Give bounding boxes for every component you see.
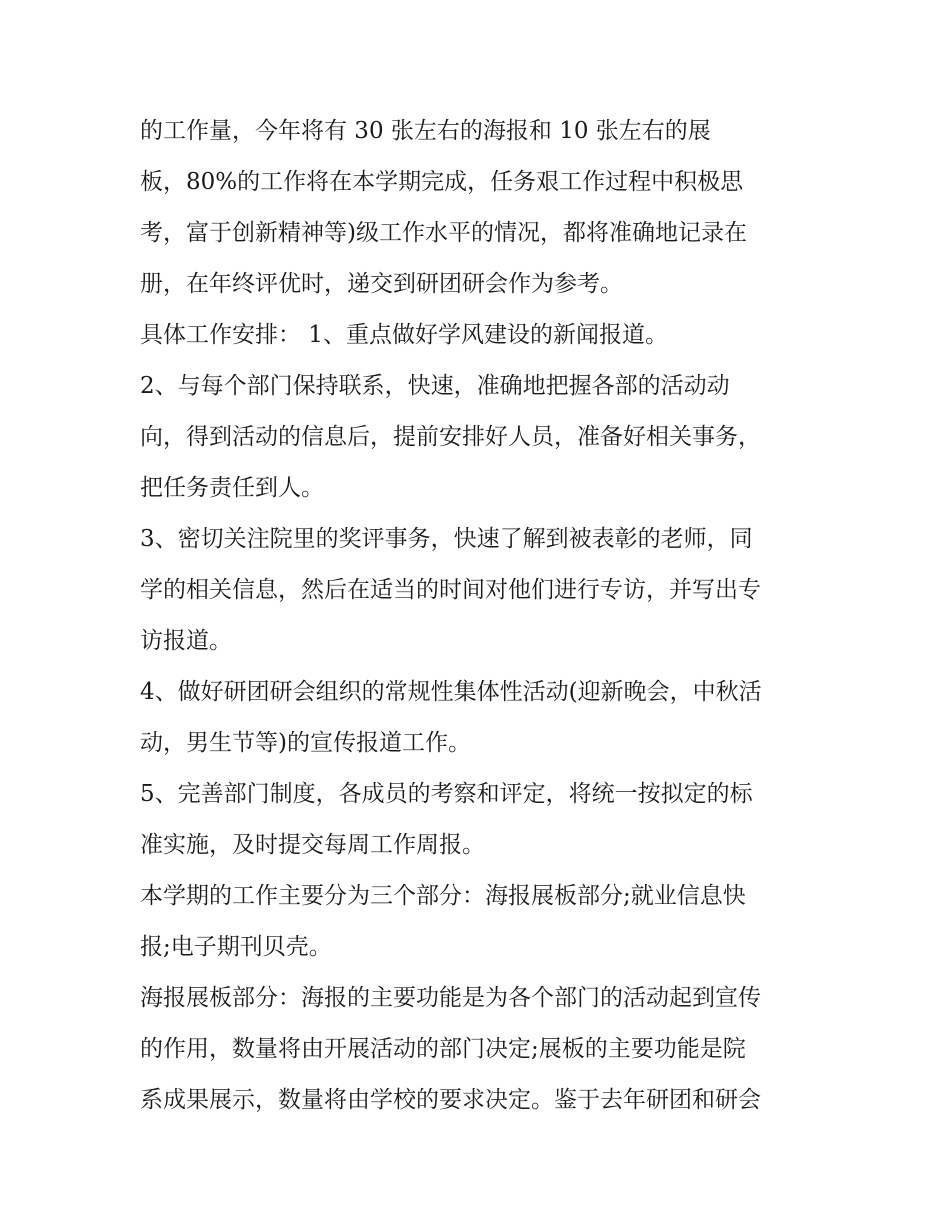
text-line: 考，富于创新精神等)级工作水平的情况，都将准确地记录在 [140, 220, 747, 246]
text-line: 册，在年终评优时，递交到研团研会作为参考。 [140, 271, 623, 297]
text-line: 向，得到活动的信息后，提前安排好人员，准备好相关事务， [140, 424, 761, 450]
text-line: 系成果展示，数量将由学校的要求决定。鉴于去年研团和研会 [140, 1087, 761, 1113]
text-line: 板，80%的工作将在本学期完成，任务艰工作过程中积极思 [140, 169, 744, 195]
text-line: 把任务责任到人。 [140, 475, 324, 501]
text-line: 的作用，数量将由开展活动的部门决定;展板的主要功能是院 [140, 1036, 746, 1062]
text-line: 4、做好研团研会组织的常规性集体性活动(迎新晚会，中秋活 [140, 679, 762, 705]
text-line: 准实施，及时提交每周工作周报。 [140, 832, 485, 858]
text-line: 5、完善部门制度，各成员的考察和评定，将统一按拟定的标 [140, 781, 753, 807]
document-body [140, 106, 830, 1126]
text-line: 3、密切关注院里的奖评事务，快速了解到被表彰的老师，同 [140, 526, 753, 552]
text-line: 报;电子期刊贝壳。 [140, 934, 332, 960]
text-line: 海报展板部分：海报的主要功能是为各个部门的活动起到宣传 [140, 985, 761, 1011]
text-line: 动，男生节等)的宣传报道工作。 [140, 730, 471, 756]
text-line: 的工作量，今年将有 30 张左右的海报和 10 张左右的展 [140, 118, 711, 144]
text-line: 本学期的工作主要分为三个部分：海报展板部分;就业信息快 [140, 883, 746, 909]
text-line: 访报道。 [140, 628, 232, 654]
text-line: 具体工作安排： 1、重点做好学风建设的新闻报道。 [140, 322, 668, 348]
text-line: 2、与每个部门保持联系，快速，准确地把握各部的活动动 [140, 373, 730, 399]
text-line: 学的相关信息，然后在适当的时间对他们进行专访，并写出专 [140, 577, 761, 603]
